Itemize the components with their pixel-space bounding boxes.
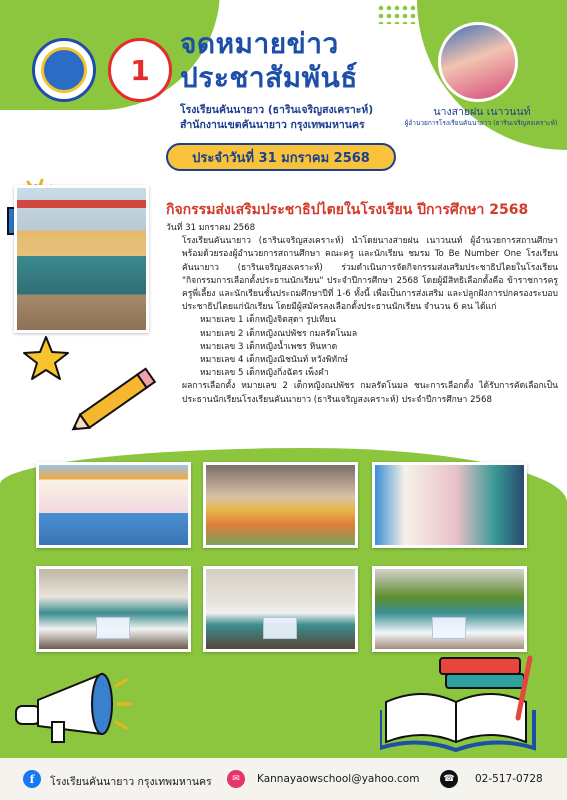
contact-footer <box>0 758 567 800</box>
activity-photo <box>36 462 191 548</box>
megaphone-icon <box>12 656 132 746</box>
bangkok-schools-logo: 1 <box>108 38 172 102</box>
director-name: นางสายฝน เนาวนนท์ <box>433 106 531 118</box>
activity-photo <box>203 462 358 548</box>
article-date: วันที่ 31 มกราคม 2568 <box>166 223 256 233</box>
mail-icon: ✉ <box>227 770 245 788</box>
activity-photo <box>372 566 527 652</box>
candidate-item: หมายเลข 2 เด็กหญิงณปพัชร กมลรัตโนมล <box>200 328 358 339</box>
teachers-group-photo <box>14 185 149 333</box>
phone-icon: ☎ <box>440 770 458 788</box>
candidate-item: หมายเลข 3 เด็กหญิงน้ำเพชร หินหาด <box>200 341 338 352</box>
candidate-item: หมายเลข 1 เด็กหญิงจิตสุดา รูปเทียน <box>200 315 336 326</box>
article-body <box>166 222 558 407</box>
candidate-item: หมายเลข 4 เด็กหญิงณิชนันท์ หวังพิทักษ์ <box>200 355 348 366</box>
activity-photo <box>36 566 191 652</box>
school-name: โรงเรียนคันนายาว (ธารินเจริญสงเคราะห์) <box>180 104 374 116</box>
article-paragraph: โรงเรียนคันนายาว (ธารินเจริญสงเคราะห์) นำโดยนางสายฝน เนาวนนท์ ผู้อำนวยการสถานศึกษา พร้อมด้วยรองผู้อำนวยการสถานศึกษา คณะครู และนักเรียน ชมรม To Be Number One โรงเรียนคันนายาว (ธารินเจริญสงเคราะห์) ร่วมดำเนินการจัดกิจกรรมส่งเสริมประชาธิปไตยในโรงเรียน "กิจกรรมการเลือกตั้งประธานนักเรียน" ประจำปีการศึกษา 2568 โดยผู้มีสิทธิเลือกตั้งคือ ข้าราชการครู ครูพี่เลี้ยง และนักเรียนชั้นประถมศึกษาปีที่ 1-6 ทั้งนี้ เพื่อเป็นการส่งเสริม และปลูกฝังการปกครองระบอบประชาธิปไตยแก่นักเรียน โดยมีผู้สมัครลงเลือกตั้งประธานนักเรียน จำนวน 6 คน ได้แก่ <box>182 236 558 313</box>
book-icon <box>380 652 540 752</box>
article-headline: กิจกรรมส่งเสริมประชาธิปไตยในโรงเรียน ปีการศึกษา 2568 <box>166 202 529 218</box>
facebook-icon: f <box>23 770 41 788</box>
newsletter-title: จดหมายข่าว <box>180 27 339 60</box>
director-portrait <box>438 22 518 102</box>
director-title: ผู้อำนวยการโรงเรียนคันนายาว (ธารินเจริญสงเคราะห์) <box>404 119 558 127</box>
facebook-page-link[interactable]: โรงเรียนคันนายาว กรุงเทพมหานคร <box>50 776 212 788</box>
newsletter-subtitle: ประชาสัมพันธ์ <box>180 61 358 94</box>
candidate-item: หมายเลข 5 เด็กหญิงกิ่งฉัตร เพ็งคำ <box>200 368 329 379</box>
pencil-icon <box>60 360 170 440</box>
school-logo <box>32 38 96 102</box>
phone-number[interactable]: 02-517-0728 <box>475 773 543 785</box>
dot-pattern <box>377 4 417 24</box>
activity-photo <box>372 462 527 548</box>
email-link[interactable]: Kannayaowschool@yahoo.com <box>257 773 420 785</box>
election-result: ผลการเลือกตั้ง หมายเลข 2 เด็กหญิงณปพัชร กมลรัตโนมล ชนะการเลือกตั้ง ได้รับการคัดเลือกเป็นประธานนักเรียนโรงเรียนคันนายาว (ธารินเจริญสงเคราะห์) ประจำปีการศึกษา 2568 <box>182 381 558 405</box>
district-office: สำนักงานเขตคันนายาว กรุงเทพมหานคร <box>180 119 365 131</box>
activity-photo <box>203 566 358 652</box>
issue-date-banner: ประจำวันที่ 31 มกราคม 2568 <box>166 143 396 171</box>
